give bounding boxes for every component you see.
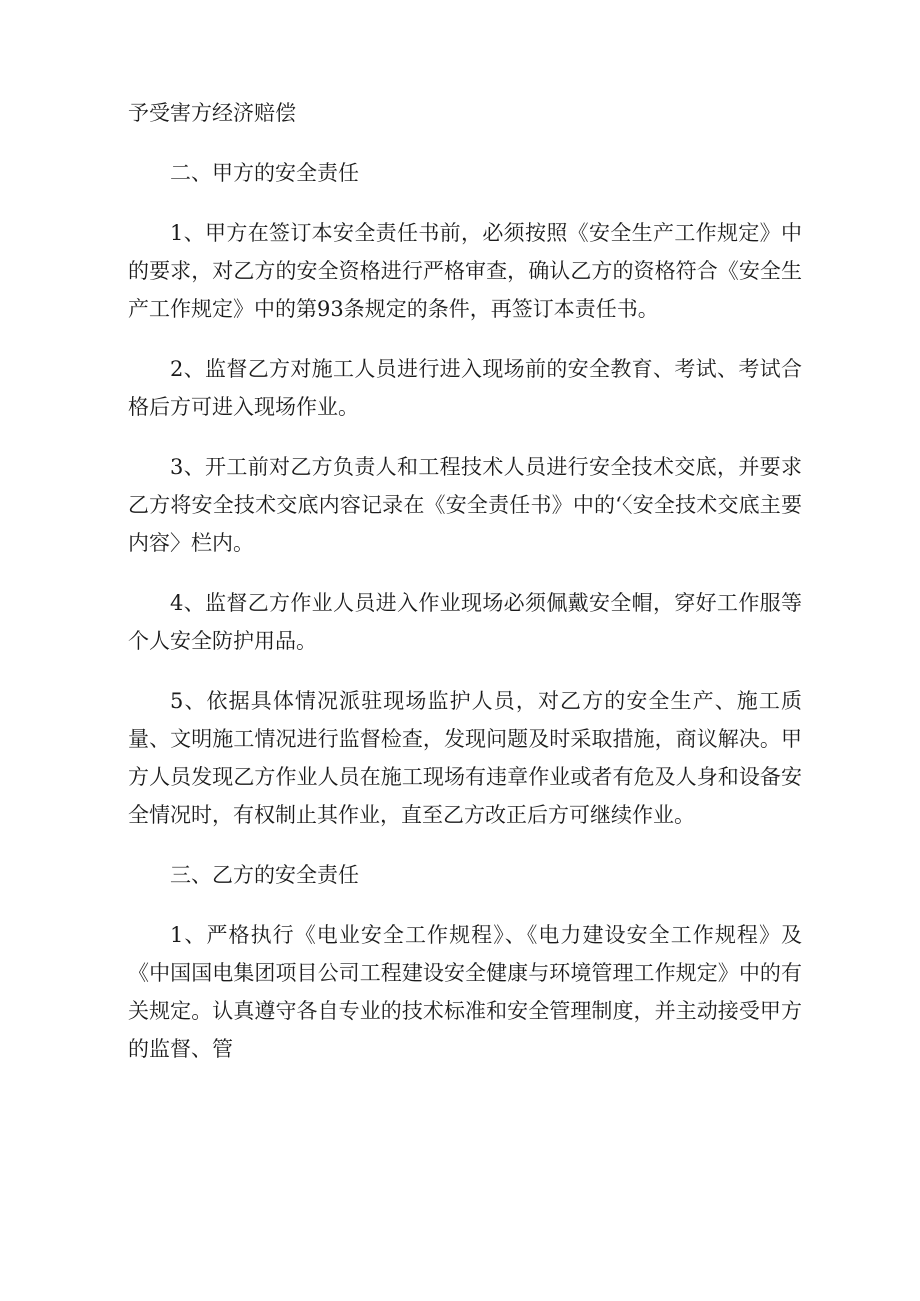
paragraph-party-a-item-2: 2、监督乙方对施工人员进行进入现场前的安全教育、考试、考试合格后方可进入现场作业。 (128, 357, 802, 419)
paragraph-continuation: 予受害方经济赔偿 (128, 101, 296, 125)
paragraph-party-a-item-4: 4、监督乙方作业人员进入作业现场必须佩戴安全帽，穿好工作服等个人安全防护用品。 (128, 591, 802, 653)
paragraph-party-a-item-5: 5、依据具体情况派驻现场监护人员，对乙方的安全生产、施工质量、文明施工情况进行监督检查，发现问题及时采取措施，商议解决。甲方人员发现乙方作业人员在施工现场有违章作业或者有危及人身和设备安全情况时，有权制止其作业，直至乙方改正后方可继续作业。 (128, 689, 802, 827)
section-heading-party-a: 二、甲方的安全责任 (170, 161, 359, 185)
section-heading-party-b: 三、乙方的安全责任 (170, 863, 359, 887)
document-body (128, 94, 802, 1090)
paragraph-party-b-item-1: 1、严格执行《电业安全工作规程》、《电力建设安全工作规程》及《中国国电集团项目公司工程建设安全健康与环境管理工作规定》中的有关规定。认真遵守各自专业的技术标准和安全管理制度，并主动接受甲方的监督、管 (128, 923, 802, 1061)
paragraph-party-a-item-1: 1、甲方在签订本安全责任书前，必须按照《安全生产工作规定》中的要求，对乙方的安全资格进行严格审查，确认乙方的资格符合《安全生产工作规定》中的第93条规定的条件，再签订本责任书。 (128, 221, 802, 321)
paragraph-party-a-item-3: 3、开工前对乙方负责人和工程技术人员进行安全技术交底，并要求乙方将安全技术交底内容记录在《安全责任书》中的‘〈安全技术交底主要内容〉栏内。 (128, 455, 802, 555)
